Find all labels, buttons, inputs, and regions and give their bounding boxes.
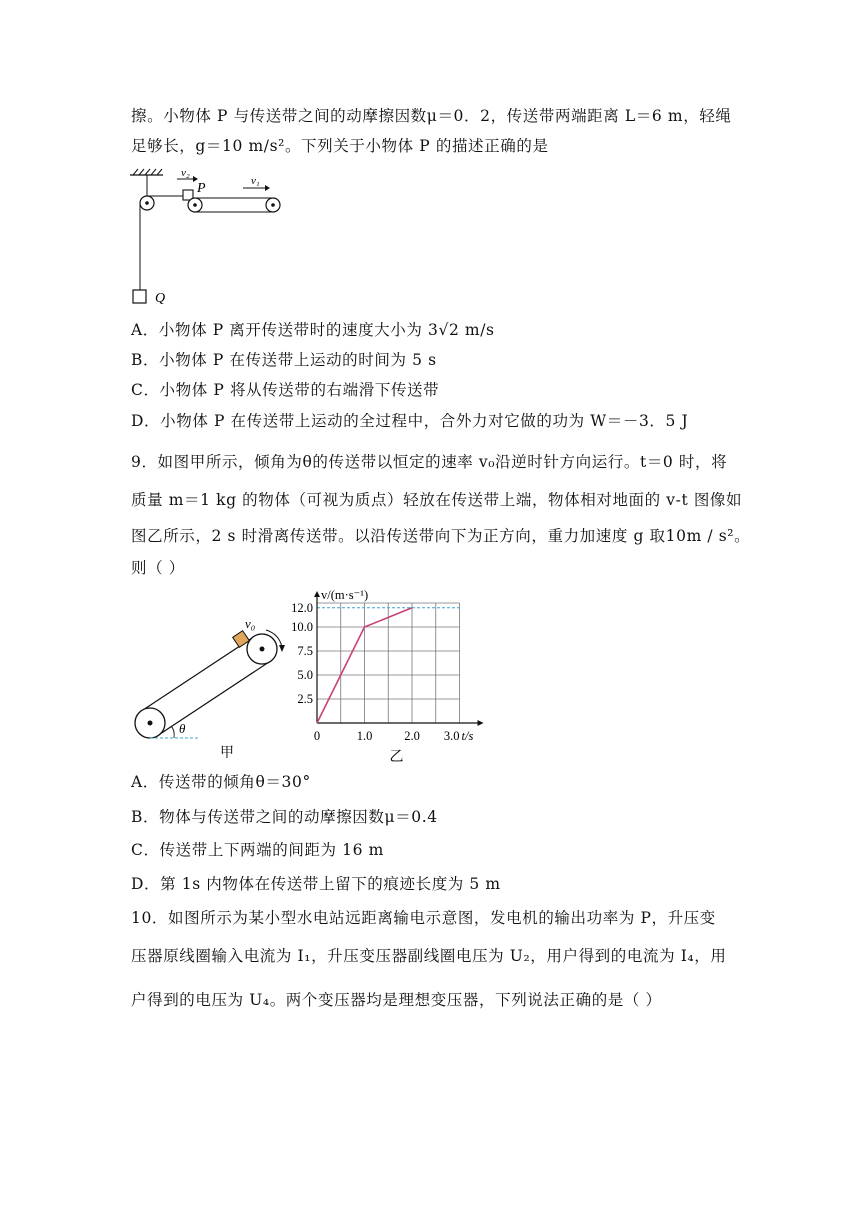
x-tick-label: 1.0 [356, 729, 373, 743]
q8-belt-figure [125, 165, 290, 310]
y-tick-label: 10.0 [291, 620, 313, 634]
q9-option-b: B．物体与传送带之间的动摩擦因数μ＝0.4 [131, 808, 438, 826]
y-tick-label: 12.0 [291, 600, 313, 615]
q9-line1: 9．如图甲所示，倾角为θ的传送带以恒定的速率 v₀沿逆时针方向运行。t＝0 时，将 [131, 453, 728, 471]
q10-line2: 压器原线圈输入电流为 I₁，升压变压器副线圈电压为 U₂，用户得到的电流为 I₄，用 [131, 947, 727, 965]
q8-option-a: A．小物体 P 离开传送带时的速度大小为 3√2 m/s [131, 321, 495, 339]
q9-option-c: C．传送带上下两端的间距为 16 m [131, 841, 384, 859]
y-tick-label: 5.0 [297, 668, 313, 682]
q8-option-b: B．小物体 P 在传送带上运动的时间为 5 s [131, 351, 437, 369]
q8-option-d: D．小物体 P 在传送带上运动的全过程中，合外力对它做的功为 W＝－3．5 J [131, 412, 689, 430]
q9-line4: 则（ ） [131, 559, 185, 577]
q8-intro-line1: 擦。小物体 P 与传送带之间的动摩擦因数μ＝0．2，传送带两端距离 L＝6 m，轻绳 [131, 107, 732, 125]
y-tick-label: 7.5 [297, 644, 313, 658]
y-tick-label: 2.5 [297, 692, 313, 706]
q8-intro-line2: 足够长，g＝10 m/s²。下列关于小物体 P 的描述正确的是 [131, 137, 549, 155]
label-v2: v₂ [181, 167, 190, 179]
x-tick-label: 0 [313, 729, 321, 743]
label-q: Q [155, 291, 166, 306]
y-axis-arrow-icon [314, 591, 320, 597]
q10-line3: 户得到的电压为 U₄。两个变压器均是理想变压器，下列说法正确的是（ ） [131, 991, 662, 1009]
q9-line2: 质量 m＝1 kg 的物体（可视为质点）轻放在传送带上端，物体相对地面的 v-t 图像如 [131, 491, 743, 509]
caption-yi: 乙 [389, 750, 404, 765]
q10-line1: 10．如图所示为某小型水电站远距离输电示意图，发电机的输出功率为 P，升压变 [131, 909, 716, 927]
block-q-icon [133, 290, 146, 303]
object-block-icon [233, 631, 250, 648]
q9-option-a: A．传送带的倾角θ＝30° [131, 773, 311, 791]
x-tick-label: 3.0 [443, 729, 460, 743]
x-axis-label: t/s [461, 729, 474, 743]
y-axis-label: v/(m·s⁻¹) [321, 588, 369, 602]
label-theta: θ [179, 721, 186, 736]
q9-incline-figure [130, 600, 290, 760]
label-v1: v₁ [251, 175, 260, 187]
rotation-arrow-icon [279, 645, 285, 652]
q9-vt-chart [290, 585, 490, 765]
x-tick-label: 2.0 [404, 729, 420, 743]
q9-line3: 图乙所示，2 s 时滑离传送带。以沿传送带向下为正方向，重力加速度 g 取10m / s²。 [131, 527, 751, 545]
label-p: P [197, 181, 206, 196]
q9-option-d: D．第 1s 内物体在传送带上留下的痕迹长度为 5 m [131, 875, 501, 893]
x-axis-arrow-icon [478, 720, 484, 726]
caption-jia: 甲 [220, 746, 234, 760]
label-v0: v₀ [245, 616, 256, 631]
q8-option-c: C．小物体 P 将从传送带的右端滑下传送带 [131, 381, 440, 399]
